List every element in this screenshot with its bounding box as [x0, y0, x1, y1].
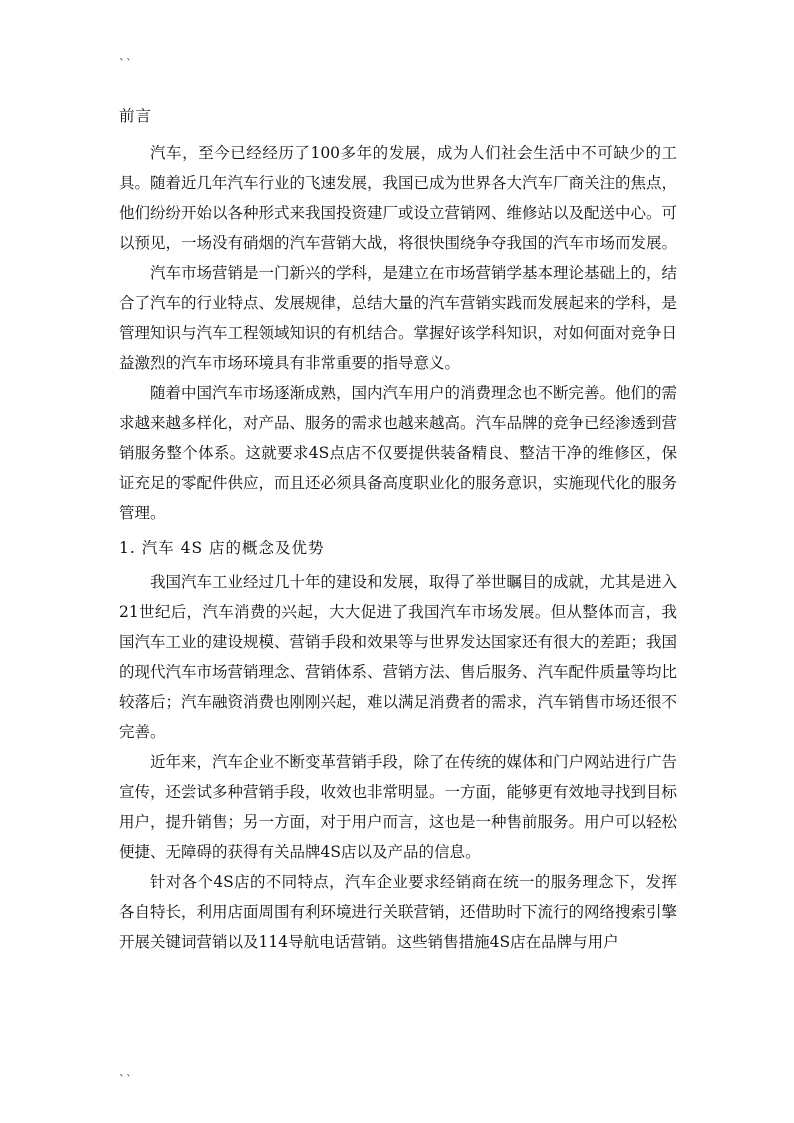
header-mark: ``: [119, 57, 133, 71]
section-1-paragraph-1: 我国汽车工业经过几十年的建设和发展，取得了举世瞩目的成就，尤其是进入21世纪后，汽车消费的兴起，大大促进了我国汽车市场发展。但从整体而言，我国汽车工业的建设规模、营销手段和效果等与世界发达国家还有很大的差距；我国的现代汽车市场营销理念、营销体系、营销方法、售后服务、汽车配件质量等均比较落后；汽车融资消费也刚刚兴起，难以满足消费者的需求，汽车销售市场还很不完善。: [119, 573, 678, 741]
section-1-paragraph-2: 近年来，汽车企业不断变革营销手段，除了在传统的媒体和门户网站进行广告宣传，还尝试多种营销手段，收效也非常明显。一方面，能够更有效地寻找到目标用户，提升销售；另一方面，对于用户而言，这也是一种售前服务。用户可以轻松便捷、无障碍的获得有关品牌4S店以及产品的信息。: [119, 753, 678, 861]
preface-title: 前言: [119, 107, 153, 125]
section-1-title: 1. 汽车 4S 店的概念及优势: [119, 539, 325, 557]
preface-paragraph-3: 随着中国汽车市场逐渐成熟，国内汽车用户的消费理念也不断完善。他们的需求越来越多样化，对产品、服务的需求也越来越高。汽车品牌的竞争已经渗透到营销服务整个体系。这就要求4S点店不仅要提供装备精良、整洁干净的维修区，保证充足的零配件供应，而且还必须具备高度职业化的服务意识，实施现代化的服务管理。: [119, 384, 678, 522]
footer-mark: ``: [119, 1073, 133, 1087]
document-body: [119, 106, 677, 957]
preface-paragraph-1: 汽车，至今已经经历了100多年的发展，成为人们社会生活中不可缺少的工具。随着近几年汽车行业的飞速发展，我国已成为世界各大汽车厂商关注的焦点，他们纷纷开始以各种形式来我国投资建厂或设立营销网、维修站以及配送中心。可以预见，一场没有硝烟的汽车营销大战，将很快围绕争夺我国的汽车市场而发展。: [119, 144, 678, 252]
preface-paragraph-2: 汽车市场营销是一门新兴的学科，是建立在市场营销学基本理论基础上的，结合了汽车的行业特点、发展规律，总结大量的汽车营销实践而发展起来的学科，是管理知识与汽车工程领域知识的有机结合。掌握好该学科知识，对如何面对竞争日益激烈的汽车市场环境具有非常重要的指导意义。: [119, 264, 678, 372]
section-1-paragraph-3: 针对各个4S店的不同特点，汽车企业要求经销商在统一的服务理念下，发挥各自特长，利用店面周围有利环境进行关联营销，还借助时下流行的网络搜索引擎开展关键词营销以及114导航电话营销。这些销售措施4S店在品牌与用户: [119, 873, 678, 951]
